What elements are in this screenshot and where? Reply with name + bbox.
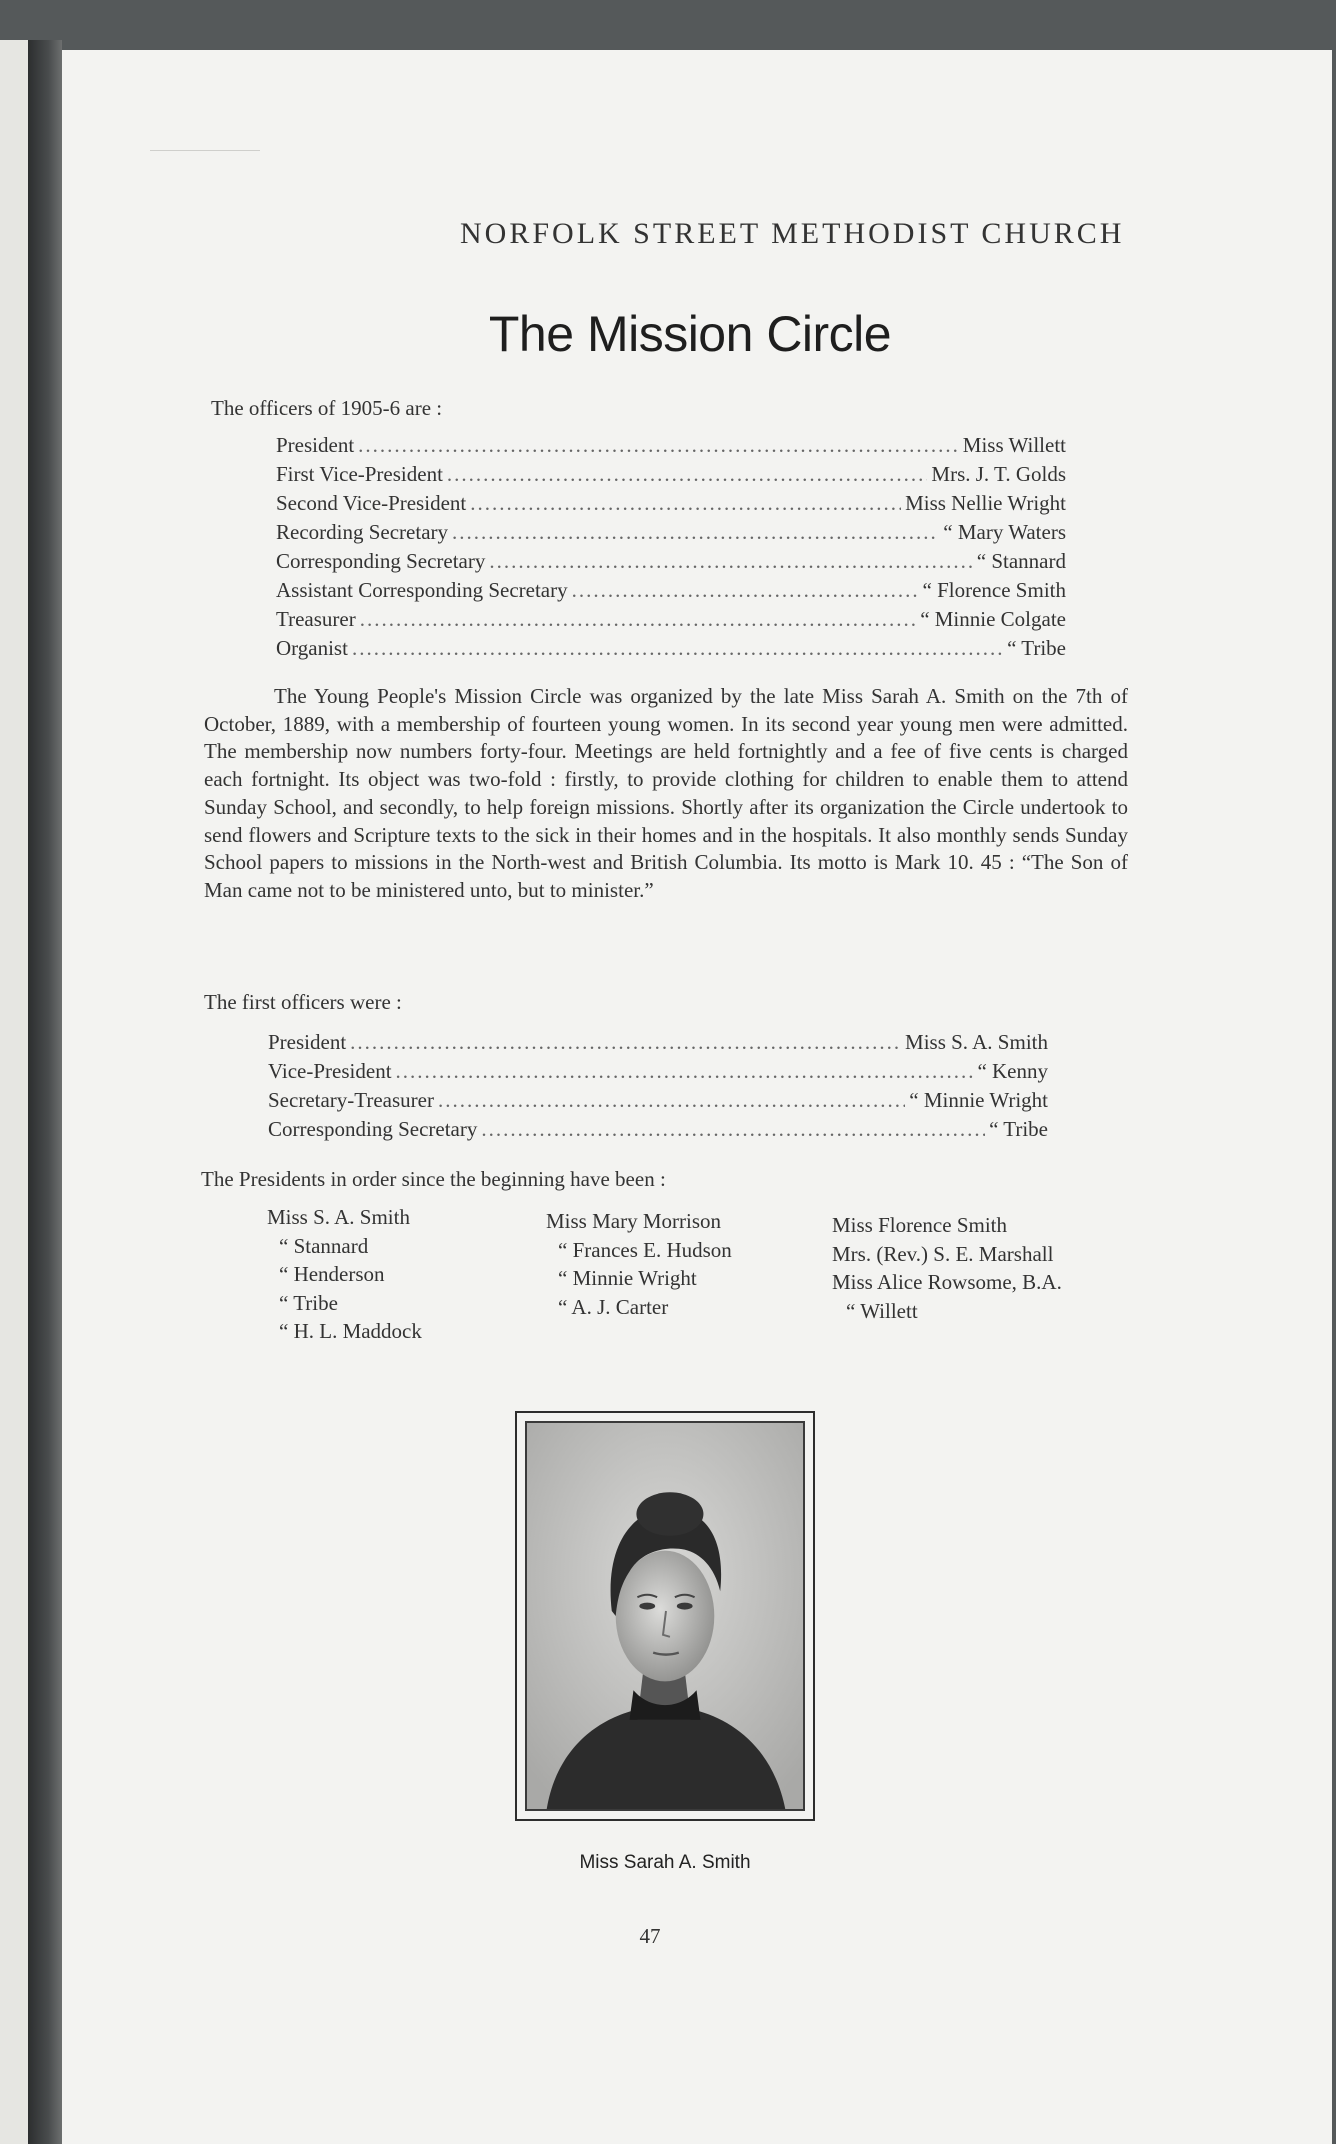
presidents-intro: The Presidents in order since the beginning have been :: [201, 1167, 666, 1191]
leader-dots: [396, 1059, 974, 1084]
leader-dots: [352, 636, 1003, 661]
president-name: Mrs. (Rev.) S. E. Marshall: [832, 1241, 1054, 1266]
president-name: Miss S. A. Smith: [267, 1205, 410, 1229]
presidents-column-3: [832, 1211, 1062, 1325]
officer-row: [276, 549, 1066, 574]
president-name: Miss Florence Smith: [832, 1213, 1008, 1237]
portrait-photo: [525, 1421, 805, 1811]
officer-name: Miss S. A. Smith: [905, 1030, 1048, 1054]
portrait-image: [527, 1423, 803, 1809]
officer-role: President: [268, 1030, 347, 1054]
president-name: “ Minnie Wright: [558, 1266, 697, 1291]
first-officer-row: [268, 1117, 1048, 1142]
president-name: “ Tribe: [279, 1290, 338, 1315]
officer-role: Second Vice-President: [276, 491, 467, 515]
paragraph-text: The Young People's Mission Circle was organized by the late Miss Sarah A. Smith on the 7th of October, 1889, with a membership of fourteen young women. In its second year young men were admitted. The membership now numbers forty-four. Meetings are held fortnightly and a fee of five cents is charged each fortnight. Its object was two-fold : firstly, to provide clothing for children to enable them to attend Sunday School, and secondly, to help foreign missions. Shortly after its organization the Circle undertook to send flowers and Scripture texts to the sick in their homes and in the hospitals. It also monthly sends Sunday School papers to missions in the North-west and British Columbia. Its motto is Mark 10. 45 : “The Son of Man came not to be ministered unto, but to minister.”: [204, 684, 1128, 902]
first-officers-intro: The first officers were :: [204, 990, 402, 1014]
book-gutter: [28, 40, 62, 2144]
officer-name: Miss Nellie Wright: [905, 491, 1066, 515]
officer-role: Secretary-Treasurer: [268, 1088, 434, 1112]
officer-role: Assistant Corresponding Secretary: [276, 578, 568, 602]
officer-row: [276, 578, 1066, 603]
president-name: “ H. L. Maddock: [279, 1319, 422, 1344]
officer-row: [276, 491, 1066, 516]
leader-dots: [447, 462, 928, 487]
president-name: “ Stannard: [279, 1233, 369, 1258]
officer-role: Corresponding Secretary: [276, 549, 486, 573]
officer-role: President: [276, 433, 355, 457]
president-name: Miss Mary Morrison: [546, 1209, 722, 1233]
history-paragraph: [204, 683, 1128, 905]
first-officer-row: [268, 1030, 1048, 1055]
officer-row: [276, 462, 1066, 487]
officer-row: [276, 520, 1066, 545]
officer-role: Organist: [276, 636, 348, 660]
leader-dots: [360, 607, 916, 632]
faint-rule: [150, 150, 260, 151]
page-number: 47: [639, 1924, 661, 1948]
leader-dots: [358, 433, 959, 458]
officer-name: “ Mary Waters: [943, 520, 1066, 544]
president-name: “ Willett: [846, 1298, 918, 1323]
running-header: NORFOLK STREET METHODIST CHURCH: [460, 217, 1125, 250]
leader-dots: [350, 1030, 901, 1055]
officer-role: Treasurer: [276, 607, 356, 631]
officer-role: Corresponding Secretary: [268, 1117, 478, 1141]
first-officer-row: [268, 1059, 1048, 1084]
leader-dots: [572, 578, 919, 603]
officer-name: “ Kenny: [977, 1059, 1048, 1083]
officer-name: Mrs. J. T. Golds: [931, 462, 1066, 486]
officers-intro: The officers of 1905-6 are :: [211, 396, 443, 420]
leader-dots: [489, 549, 972, 574]
officer-role: First Vice-President: [276, 462, 443, 486]
officer-role: Vice-President: [268, 1059, 392, 1083]
leader-dots: [470, 491, 901, 516]
officer-name: Miss Willett: [962, 433, 1066, 457]
portrait-frame: [515, 1411, 815, 1821]
president-name: “ A. J. Carter: [558, 1294, 669, 1319]
president-name: Miss Alice Rowsome, B.A.: [832, 1270, 1062, 1295]
photo-caption: Miss Sarah A. Smith: [579, 1852, 751, 1873]
officer-row: [276, 636, 1066, 661]
officer-name: “ Stannard: [976, 549, 1066, 573]
officer-name: “ Minnie Colgate: [920, 607, 1066, 631]
president-name: “ Henderson: [279, 1262, 385, 1287]
leader-dots: [452, 520, 939, 545]
page-title: The Mission Circle: [488, 306, 892, 362]
officer-role: Recording Secretary: [276, 520, 449, 544]
leader-dots: [481, 1117, 985, 1142]
president-name: “ Frances E. Hudson: [558, 1237, 732, 1262]
officer-name: “ Minnie Wright: [909, 1088, 1048, 1112]
leader-dots: [438, 1088, 905, 1113]
presidents-column-2: [546, 1207, 732, 1321]
presidents-column-1: [267, 1203, 422, 1346]
officer-name: “ Tribe: [1007, 636, 1066, 660]
officer-name: “ Tribe: [989, 1117, 1048, 1141]
officer-name: “ Florence Smith: [922, 578, 1066, 602]
facing-page-edge: [0, 40, 28, 2144]
officer-row: [276, 433, 1066, 458]
first-officer-row: [268, 1088, 1048, 1113]
officer-row: [276, 607, 1066, 632]
